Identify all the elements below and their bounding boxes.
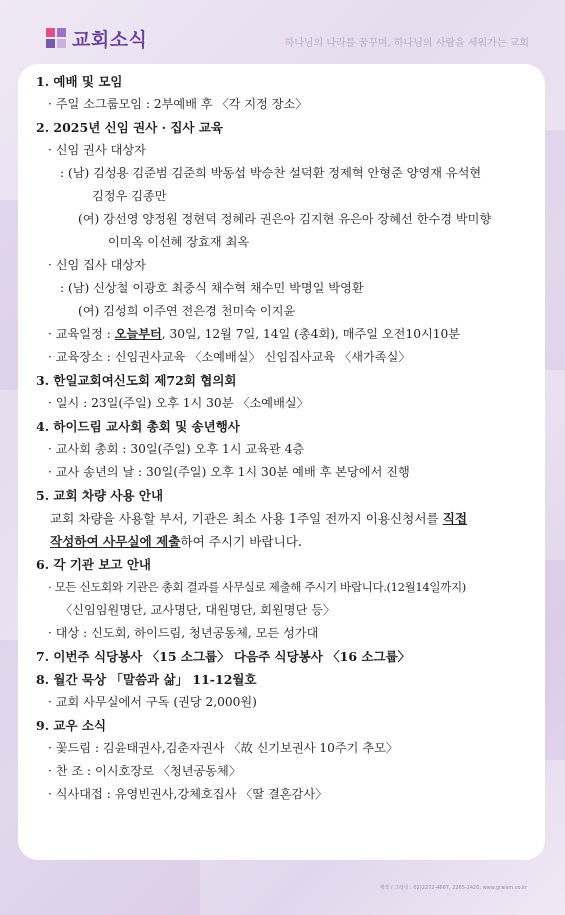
text-line: · 교육장소 : 신임권사교육 〈소예배실〉 신임집사교육 〈새가족실〉 [48, 350, 411, 364]
text-line: (여) 김성희 이주연 전은경 천미숙 이지윤 [78, 304, 296, 318]
text-line: · 신임 권사 대상자 [48, 143, 146, 157]
section-heading: 3. 한일교회여신도회 제72회 협의회 [36, 373, 237, 388]
church-motto: 하나님의 나라를 꿈꾸며, 하나님의 사람을 세워가는 교회 [284, 38, 529, 49]
section-heading: 8. 월간 묵상 「말씀과 삶」 11-12월호 [36, 672, 257, 687]
section-heading: 2. 2025년 신임 권사 · 집사 교육 [36, 120, 223, 135]
text-line: 김정우 김종만 [92, 189, 167, 203]
footer-credit: 제작 / 그레잇 : 02)2272-4667, 2265-2420, www.graism.co.kr [379, 885, 527, 891]
emphasis-text: 오늘부터 [114, 327, 162, 341]
page-title: 교회소식 [72, 29, 148, 51]
text-line: · 대상 : 신도회, 하이드림, 청년공동체, 모든 성가대 [48, 626, 319, 640]
text-line: · 식사대접 : 유영빈권사,강체호집사 〈딸 결혼감사〉 [48, 787, 328, 801]
text-line: · 교사회 총회 : 30일(주일) 오후 1시 교육관 4층 [48, 442, 305, 456]
emphasis-text: 직접 [442, 511, 468, 526]
vehicle-notice-line [36, 507, 533, 530]
text-line: · 일시 : 23일(주일) 오후 1시 30분 〈소예배실〉 [48, 396, 309, 410]
header [0, 0, 565, 64]
education-schedule-line [36, 323, 533, 346]
section-heading: 1. 예배 및 모임 [36, 74, 123, 89]
text-line: : (남) 신상철 이광호 최중식 채수혁 채수민 박명일 박영환 [60, 281, 364, 295]
text-line: · 찬 조 : 이시호장로 〈청년공동체〉 [48, 764, 242, 778]
vehicle-notice-line [36, 530, 533, 553]
section-heading: 6. 각 기관 보고 안내 [36, 557, 151, 572]
section-heading: 7. 이번주 식당봉사 〈15 소그룹〉 다음주 식당봉사 〈16 소그룹〉 [36, 649, 411, 664]
text-span: · 교육일정 : [48, 327, 115, 341]
text-span: , 30일, 12월 7일, 14일 (총4회), 매주일 오전10시10분 [161, 327, 461, 341]
text-line: 〈신임임원명단, 교사명단, 대원명단, 회원명단 등〉 [60, 603, 336, 617]
text-line: (여) 강선영 양정원 정현덕 정혜라 권은아 김지현 유은아 장혜선 한수경 박미향 [78, 212, 492, 226]
text-line: · 꽃드림 : 김윤태권사,김춘자권사 〈故 신기보권사 10주기 추모〉 [48, 741, 399, 755]
section-heading: 5. 교회 차량 사용 안내 [36, 488, 164, 503]
news-content [36, 70, 533, 806]
text-line: : (남) 김성용 김준범 김준희 박동섭 박승찬 설덕환 정제혁 안형준 양영재 유석현 [60, 166, 482, 180]
section-heading: 4. 하이드림 교사회 총회 및 송년행사 [36, 419, 240, 434]
news-card [18, 64, 545, 860]
text-line: · 교회 사무실에서 구독 (권당 2,000원) [48, 695, 257, 709]
text-line: · 교사 송년의 날 : 30일(주일) 오후 1시 30분 예배 후 본당에서 진행 [48, 465, 410, 479]
text-line: · 모든 신도회와 기관은 총회 결과를 사무실로 제출해 주시기 바랍니다.(12월14일까지) [48, 580, 466, 594]
text-line: 이미옥 이선혜 장효재 최옥 [108, 235, 250, 249]
section-heading: 9. 교우 소식 [36, 718, 107, 733]
text-line: · 신임 집사 대상자 [48, 258, 146, 272]
text-line: · 주일 소그룹모임 : 2부예배 후 〈각 지정 장소〉 [48, 97, 308, 111]
text-span: 교회 차량을 사용할 부서, 기관은 최소 사용 1주일 전까지 이용신청서를 [50, 511, 443, 526]
logo-squares-icon [46, 28, 66, 48]
emphasis-text: 작성하여 사무실에 제출 [50, 534, 181, 549]
text-span: 하여 주시기 바랍니다. [180, 534, 302, 549]
